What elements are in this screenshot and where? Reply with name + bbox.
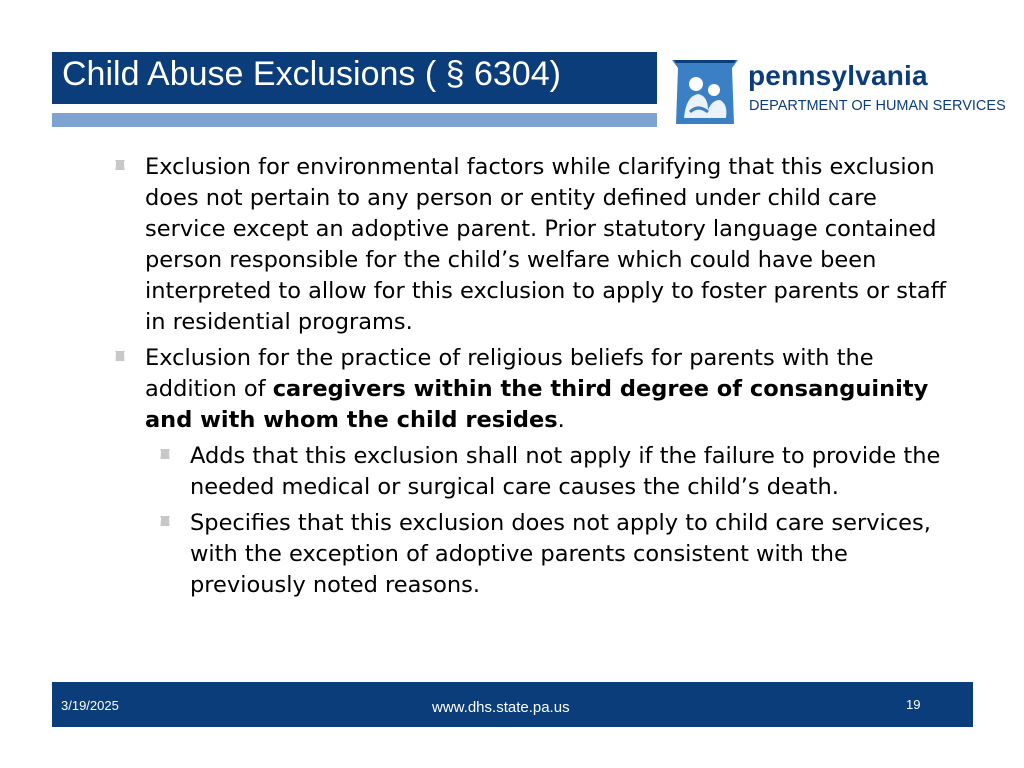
- bullet-list: [112, 152, 962, 606]
- footer-date: 3/19/2025: [61, 698, 119, 713]
- sub-bullet-item: [157, 508, 962, 601]
- bullet-text: Exclusion for the practice of religious beliefs for parents with the addition of: [145, 345, 874, 402]
- title-accent-bar: [52, 113, 657, 127]
- keystone-family-icon: [668, 54, 742, 128]
- slide-title: Child Abuse Exclusions ( § 6304): [52, 52, 657, 104]
- dhs-logo: [668, 54, 1008, 128]
- bullet-text: Specifies that this exclusion does not apply to child care services, with the exception of adoptive parents consistent with the previously noted reasons.: [190, 510, 931, 598]
- bullet-icon: [159, 515, 171, 527]
- sub-bullet-item: [157, 441, 962, 503]
- logo-name: pennsylvania: [748, 60, 928, 91]
- bullet-item: [112, 152, 962, 338]
- logo-department: DEPARTMENT OF HUMAN SERVICES: [749, 98, 1006, 114]
- bullet-icon: [114, 159, 126, 171]
- bullet-icon: [114, 350, 126, 362]
- bullet-icon: [159, 448, 171, 460]
- bullet-text: Exclusion for environmental factors while clarifying that this exclusion does not pertain to any person or entity defined under child care service except an adoptive parent. Prior statutory language contained person responsible for the child’s welfare which could have been interpreted to allow for this exclusion to apply to foster parents or staff in residential programs.: [145, 154, 947, 335]
- bullet-item: [112, 343, 962, 436]
- bullet-text: Adds that this exclusion shall not apply if the failure to provide the needed medical or surgical care causes the child’s death.: [190, 443, 941, 500]
- bullet-bold-text: caregivers within the third degree of consanguinity and with whom the child resides: [145, 376, 929, 433]
- bullet-text-end: .: [557, 407, 565, 433]
- footer-bar: [52, 682, 973, 727]
- page-number: 19: [906, 697, 921, 712]
- footer-url: www.dhs.state.pa.us: [432, 699, 570, 716]
